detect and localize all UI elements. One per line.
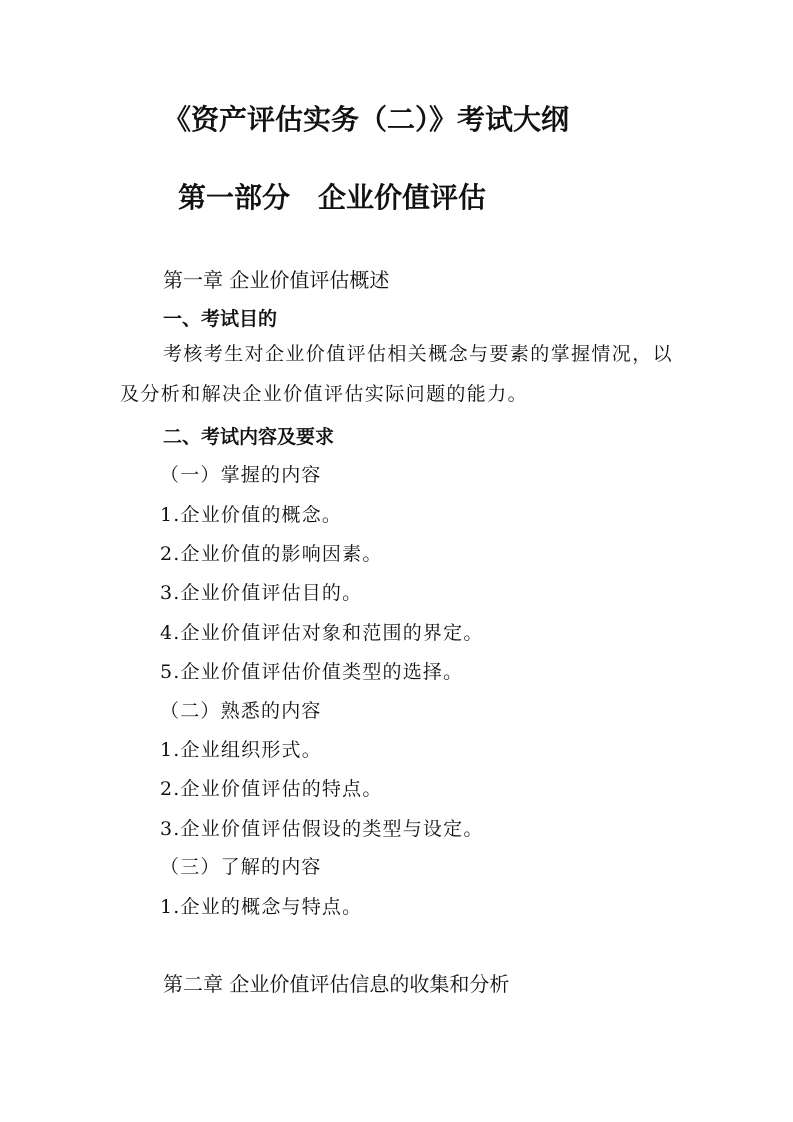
- chapter-1-title: 第一章 企业价值评估概述: [163, 268, 390, 292]
- subsection-understand-heading: （三）了解的内容: [160, 856, 322, 878]
- list-item: 3.企业价值评估目的。: [160, 582, 363, 604]
- part-title: 第一部分 企业价值评估: [178, 181, 487, 214]
- list-item: 1.企业组织形式。: [160, 739, 322, 761]
- list-item: 5.企业价值评估价值类型的选择。: [160, 661, 464, 683]
- chapter-2-title: 第二章 企业价值评估信息的收集和分析: [163, 972, 510, 996]
- exam-purpose-paragraph: 考核考生对企业价值评估相关概念与要素的掌握情况，以及分析和解决企业价值评估实际问题的能力。: [120, 343, 674, 405]
- list-item: 4.企业价值评估对象和范围的界定。: [160, 622, 484, 644]
- subsection-master-heading: （一）掌握的内容: [160, 464, 322, 486]
- list-item: 2.企业价值的影响因素。: [160, 543, 383, 565]
- section-exam-purpose-heading: 一、考试目的: [163, 308, 278, 330]
- list-item: 1.企业的概念与特点。: [160, 896, 363, 918]
- document-title: 《资产评估实务（二）》考试大纲: [163, 103, 570, 136]
- subsection-familiar-heading: （二）熟悉的内容: [160, 700, 322, 722]
- list-item: 1.企业价值的概念。: [160, 504, 343, 526]
- section-exam-content-heading: 二、考试内容及要求: [163, 426, 335, 448]
- list-item: 3.企业价值评估假设的类型与设定。: [160, 818, 484, 840]
- list-item: 2.企业价值评估的特点。: [160, 778, 383, 800]
